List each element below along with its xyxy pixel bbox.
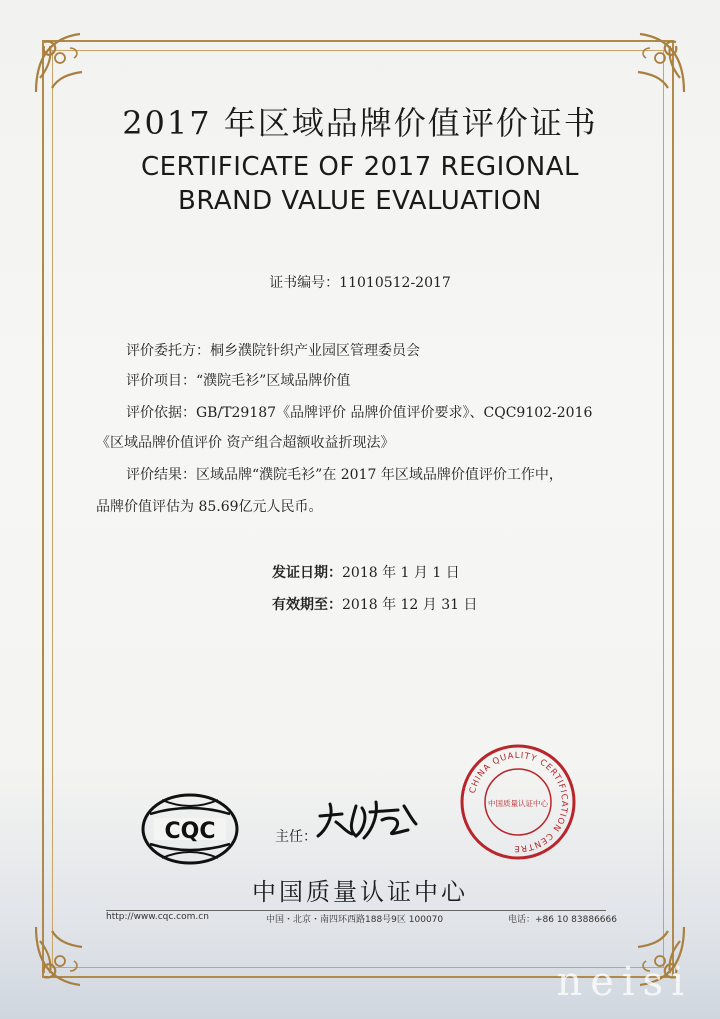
footer-phone: 电话：+86 10 83886666 xyxy=(508,915,617,925)
client-row xyxy=(126,340,420,360)
title-chinese: 2017 年区域品牌价值评价证书 xyxy=(122,104,598,142)
official-seal-icon xyxy=(458,742,578,862)
signature-icon xyxy=(312,786,432,846)
basis-value-line1: GB/T29187《品牌评价 品牌价值评价要求》、CQC9102-2016 xyxy=(196,405,593,421)
corner-ornament-icon xyxy=(30,28,100,98)
client-label: 评价委托方： xyxy=(126,343,210,359)
corner-ornament-icon xyxy=(620,28,690,98)
result-label: 评价结果： xyxy=(126,467,196,483)
item-label: 评价项目： xyxy=(126,373,196,389)
basis-row xyxy=(126,402,592,422)
issue-date-label: 发证日期： xyxy=(272,565,342,581)
seal-center-text: 中国质量认证中心 xyxy=(488,799,548,808)
result-row xyxy=(126,464,563,484)
director-label: 主任： xyxy=(275,829,317,845)
basis-label: 评价依据： xyxy=(126,405,196,421)
issue-date-row xyxy=(272,562,460,582)
title-english-line2: BRAND VALUE EVALUATION xyxy=(178,186,542,216)
organization-name: 中国质量认证中心 xyxy=(252,878,468,906)
title-english-line1: CERTIFICATE OF 2017 REGIONAL xyxy=(140,152,580,182)
title-english xyxy=(0,150,720,218)
valid-until-row xyxy=(272,594,478,614)
logo-text: CQC xyxy=(164,819,216,844)
footer-address: 中国・北京・南四环西路188号9区 100070 xyxy=(266,915,444,925)
client-value: 桐乡濮院针织产业园区管理委员会 xyxy=(210,343,420,359)
corner-ornament-icon xyxy=(30,921,100,991)
valid-until-value: 2018 年 12 月 31 日 xyxy=(342,597,478,613)
certificate-number: 证书编号：11010512-2017 xyxy=(269,275,451,291)
footer-website: http://www.cqc.com.cn xyxy=(106,912,209,922)
item-row xyxy=(126,370,350,390)
issue-date-value: 2018 年 1 月 1 日 xyxy=(342,565,460,581)
item-value: “濮院毛衫”区域品牌价值 xyxy=(196,373,351,389)
result-value-line2: 品牌价值评估为 85.69亿元人民币。 xyxy=(96,499,323,515)
seal-ring-text: CHINA QUALITY CERTIFICATION CENTRE xyxy=(467,750,570,854)
valid-until-label: 有效期至： xyxy=(272,597,342,613)
watermark-text: neisi xyxy=(556,959,692,1005)
basis-value-line2: 《区域品牌价值评价 资产组合超额收益折现法》 xyxy=(96,435,395,451)
footer-divider xyxy=(106,910,606,911)
cqc-logo-icon xyxy=(140,792,240,866)
result-value-line1: 区域品牌“濮院毛衫”在 2017 年区域品牌价值评价工作中， xyxy=(196,467,563,483)
